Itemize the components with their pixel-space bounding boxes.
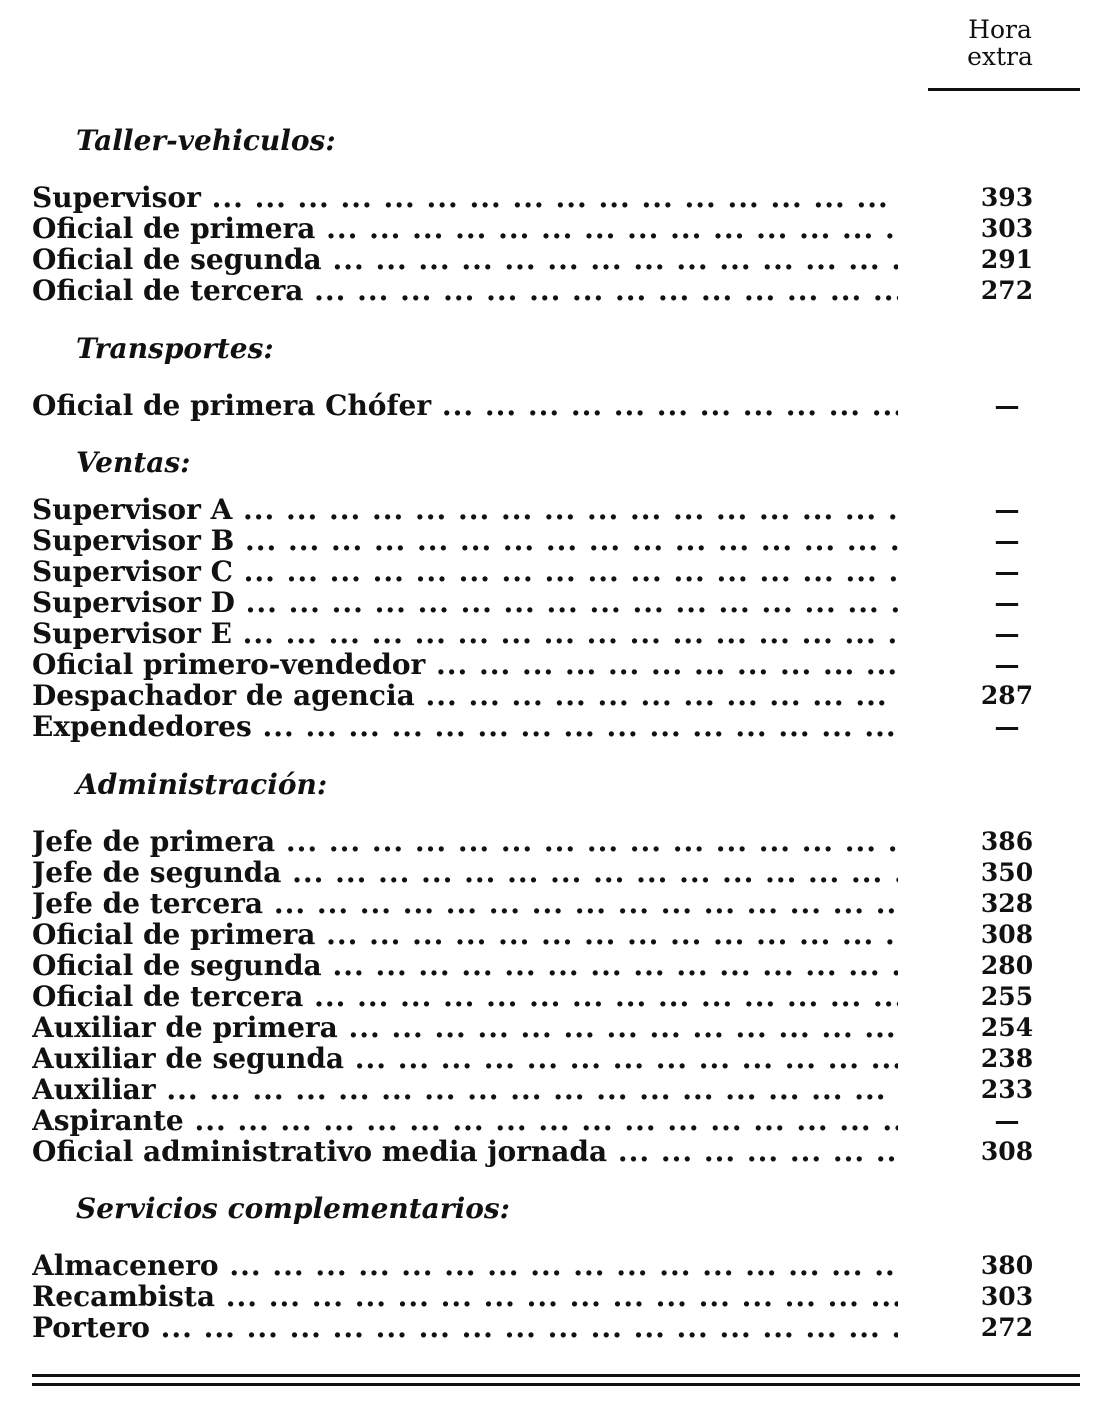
row-value: 255 [980,982,1034,1011]
row-value: 380 [980,1251,1034,1280]
table-row [32,525,1042,556]
row-label: Portero ... . [32,1312,898,1343]
table-row [32,1281,1042,1312]
row-label: Supervisor E ... . [32,618,898,649]
row-value: 303 [980,1282,1034,1311]
table-row [32,826,1042,857]
table-row [32,1012,1042,1043]
table-row [32,1105,1042,1136]
table-row [32,275,1042,306]
table-row [32,711,1042,742]
row-label: Supervisor ... . [32,182,898,213]
row-label: Aspirante ... . [32,1105,898,1136]
row-value: 386 [980,827,1034,856]
row-label: Oficial de primera ... . [32,213,898,244]
table-row [32,587,1042,618]
table-row [32,1312,1042,1343]
row-label: Jefe de tercera ... . [32,888,898,919]
row-value: — [994,619,1020,648]
table-row [32,556,1042,587]
bottom-rule-lower [32,1383,1080,1386]
table-row [32,649,1042,680]
row-value: — [994,650,1020,679]
table-row [32,888,1042,919]
column-header-line-1: Hora [968,15,1032,44]
row-label: Supervisor B ... . [32,525,898,556]
column-header-line-2: extra [967,42,1033,71]
row-label: Oficial primero-vendedor ... . [32,649,898,680]
row-label: Oficial de primera Chófer ... . [32,390,898,421]
row-label: Auxiliar de segunda ... . [32,1043,898,1074]
bottom-rule-upper [32,1374,1080,1377]
row-label: Despachador de agencia ... . [32,680,898,711]
row-value: — [994,495,1020,524]
row-label: Jefe de segunda ... . [32,857,898,888]
section-title-servicios-complementarios: Servicios complementarios: [76,1192,510,1225]
row-value: 287 [980,681,1034,710]
row-value: — [994,391,1020,420]
row-label: Supervisor A ... . [32,494,898,525]
table-row [32,244,1042,275]
table-row [32,680,1042,711]
table-row [32,494,1042,525]
row-value: 350 [980,858,1034,887]
table-row [32,950,1042,981]
row-label: Expendedores ... . [32,711,898,742]
row-label: Oficial de segunda ... . [32,950,898,981]
row-value: — [994,526,1020,555]
table-row [32,981,1042,1012]
table-row [32,857,1042,888]
row-value: 272 [980,276,1034,305]
column-header-rule [928,88,1080,91]
row-value: — [994,557,1020,586]
row-value: 303 [980,214,1034,243]
row-value: 280 [980,951,1034,980]
table-row [32,213,1042,244]
row-value: — [994,712,1020,741]
row-label: Oficial de primera ... . [32,919,898,950]
row-label: Auxiliar de primera ... . [32,1012,898,1043]
table-row [32,1136,1042,1167]
section-title-administracion: Administración: [76,768,328,801]
row-label: Oficial administrativo media jornada ... . [32,1136,898,1167]
row-label: Supervisor D ... . [32,587,898,618]
section-title-taller-vehiculos: Taller-vehiculos: [76,124,336,157]
row-value: 238 [980,1044,1034,1073]
table-row [32,919,1042,950]
row-value: 328 [980,889,1034,918]
row-value: — [994,1106,1020,1135]
section-title-ventas: Ventas: [76,446,191,479]
table-row [32,618,1042,649]
table-row [32,1043,1042,1074]
row-value: 272 [980,1313,1034,1342]
row-value: 308 [980,1137,1034,1166]
table-row [32,1074,1042,1105]
row-value: 308 [980,920,1034,949]
row-value: 254 [980,1013,1034,1042]
table-row [32,390,1042,421]
row-label: Oficial de tercera ... . [32,275,898,306]
row-value: — [994,588,1020,617]
row-label: Recambista ... . [32,1281,898,1312]
row-label: Auxiliar ... . [32,1074,898,1105]
table-row [32,1250,1042,1281]
row-label: Almacenero ... . [32,1250,898,1281]
section-title-transportes: Transportes: [76,332,274,365]
row-label: Oficial de tercera ... . [32,981,898,1012]
row-value: 291 [980,245,1034,274]
row-label: Jefe de primera ... . [32,826,898,857]
row-label: Oficial de segunda ... . [32,244,898,275]
table-row [32,182,1042,213]
row-label: Supervisor C ... . [32,556,898,587]
column-header-hora-extra [940,16,1060,70]
row-value: 393 [980,183,1034,212]
row-value: 233 [980,1075,1034,1104]
